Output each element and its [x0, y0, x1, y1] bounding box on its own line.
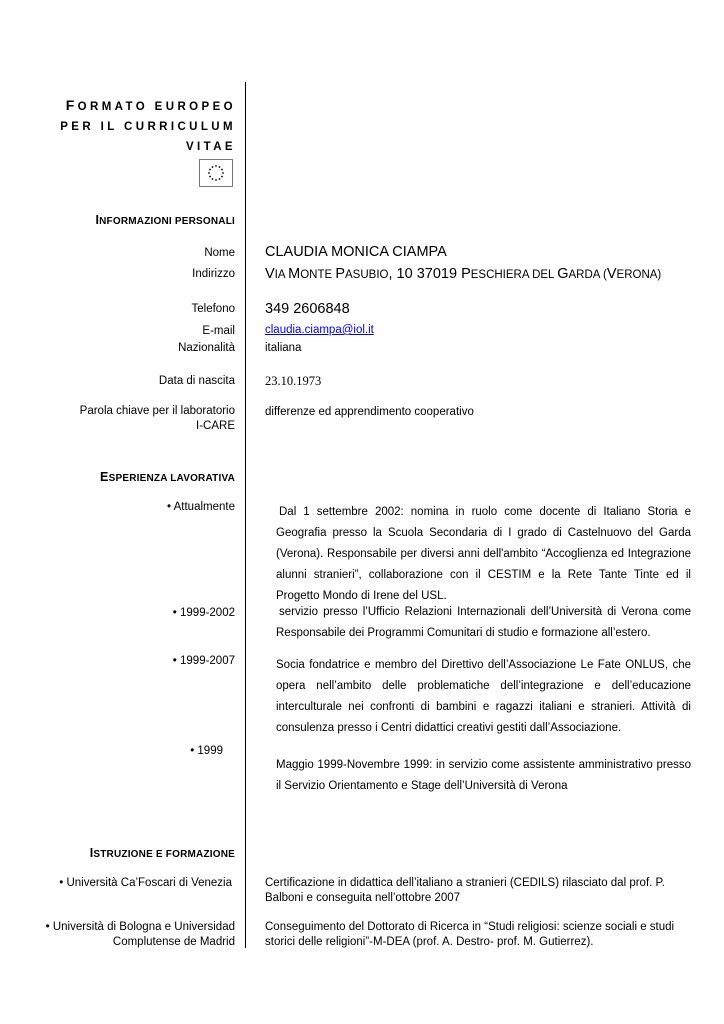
phone-label: Telefono — [191, 303, 235, 315]
experience-text-current: Dal 1 settembre 2002: nomina in ruolo come docente di Italiano Storia e Geografia presso la Scuola Secondaria di I grado di Castelnuovo del Garda (Verona). Responsabile per diversi anni dell'ambito “Accoglienza ed Integrazione alunni stranieri”, collaborazione con il CESTIM e la Rete Tante Tinte ed il Progetto Mondo di Irene del USL. — [276, 506, 691, 602]
birth-date-value: 23.10.1973 — [265, 374, 322, 388]
email-link[interactable]: claudia.ciampa@iol.it — [265, 324, 374, 336]
address-label: Indirizzo — [192, 268, 235, 280]
experience-text-1999-2007: Socia fondatrice e membro del Direttivo dell’Associazione Le Fate ONLUS, che opera nell’ambito delle problematiche dell’integrazione e dell’educazione interculturale nei confronti di bambini e ragazzi italiani e stranieri. Attività di consulenza presso i Centri didattici creativi gestiti dall’Associazione. — [276, 659, 691, 734]
address-value: VIA MONTE PASUBIO, 10 37019 PESCHIERA DEL GARDA (VERONA) — [265, 266, 662, 282]
name-label: Nome — [204, 247, 235, 259]
phone-value: 349 2606848 — [265, 301, 350, 317]
education-label-bologna-madrid: • Università di Bologna e Universidad Complutense de Madrid — [45, 921, 235, 948]
education-text-dottorato: Conseguimento del Dottorato di Ricerca in “Studi religiosi: scienze sociali e studi storici delle religioni”-M-DEA (prof. A. Destro- prof. M. Gutierrez). — [265, 921, 675, 948]
experience-label-1999-2002: • 1999-2002 — [172, 607, 235, 619]
section-work-experience: ESPERIENZA LAVORATIVA — [100, 470, 235, 484]
section-personal-info: INFORMAZIONI PERSONALI — [95, 213, 235, 227]
education-text-cedils: Certificazione in didattica dell’italiano a stranieri (CEDILS) rilasciato dal prof. P. Balboni e conseguita nell’ottobre 2007 — [265, 877, 665, 904]
birth-date-label: Data di nascita — [158, 375, 235, 387]
eu-flag-icon — [199, 159, 233, 187]
keyword-value: differenze ed apprendimento cooperativo — [265, 406, 474, 418]
experience-label-1999-2007: • 1999-2007 — [172, 655, 235, 667]
experience-label-1999: • 1999 — [190, 745, 223, 757]
nationality-label: Nazionalità — [178, 342, 235, 354]
experience-label-current: • Attualmente — [167, 501, 235, 513]
education-label-venezia: • Università Ca’Foscari di Venezia — [59, 877, 232, 889]
email-label: E-mail — [202, 325, 235, 337]
email-value — [265, 323, 374, 338]
experience-text-1999: Maggio 1999-Novembre 1999: in servizio come assistente amministrativo presso il Servizio Orientamento e Stage dell’Università di Verona — [276, 759, 691, 792]
experience-text-1999-2002: servizio presso l’Ufficio Relazioni Internazionali dell’Università di Verona come Responsabile dei Programmi Comunitari di studio e formazione all’estero. — [276, 606, 691, 639]
document-title: FORMATO EUROPEO PER IL CURRICULUM VITAE — [60, 97, 236, 153]
keyword-label: Parola chiave per il laboratorio I-CARE — [79, 405, 235, 432]
section-education: ISTRUZIONE E FORMAZIONE — [89, 846, 235, 860]
name-value: CLAUDIA MONICA CIAMPA — [265, 244, 447, 260]
column-divider — [245, 82, 246, 948]
nationality-value: italiana — [265, 342, 302, 354]
